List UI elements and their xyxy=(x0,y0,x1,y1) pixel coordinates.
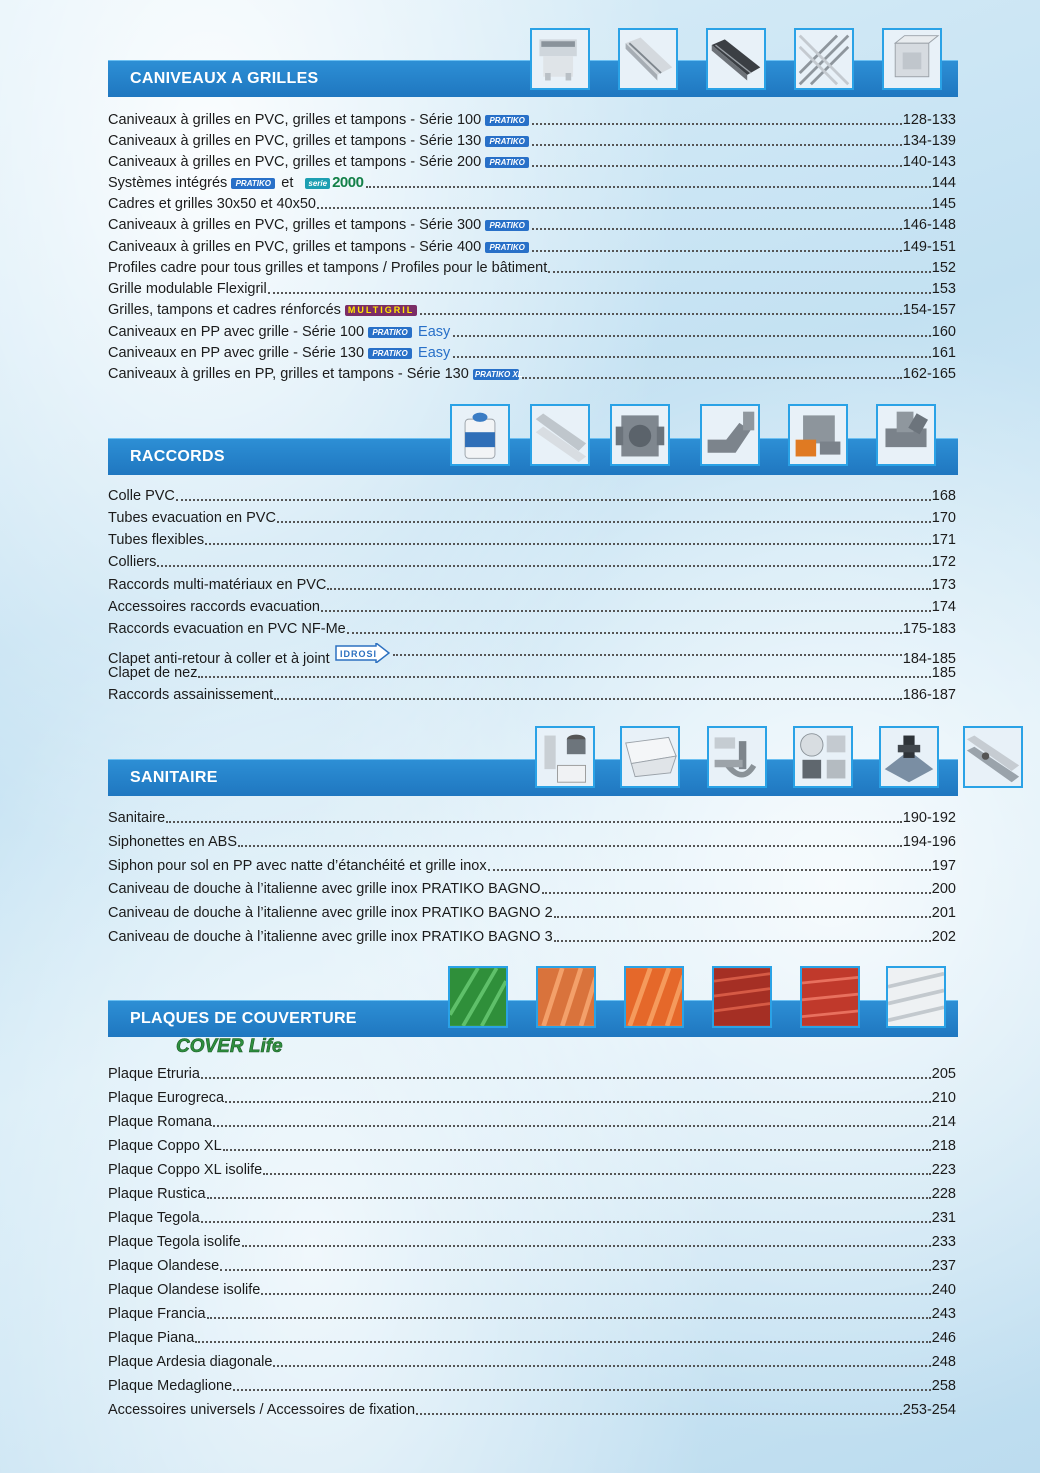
toc-row[interactable]: Plaque Coppo XL 218 xyxy=(108,1138,956,1154)
channel-drain-image xyxy=(618,28,678,90)
page-number: 161 xyxy=(931,345,956,361)
page-number: 210 xyxy=(931,1090,956,1106)
section-images xyxy=(530,28,950,92)
section-images xyxy=(448,966,950,1030)
toc-row[interactable]: Caniveaux à grilles en PVC, grilles et tampons - Série 400 PRATIKO 149-151 xyxy=(108,239,956,255)
toc-row[interactable]: Caniveau de douche à l’italienne avec grille inox PRATIKO BAGNO 3 202 xyxy=(108,929,956,945)
pratiko-logo: PRATIKO xyxy=(368,327,412,338)
toc-row[interactable]: Siphon pour sol en PP avec natte d’étanchéité et grille inox 197 xyxy=(108,858,956,874)
section-images xyxy=(450,404,950,468)
toc-row[interactable]: Grilles, tampons et cadres rénforcés MULTIGRIL 154-157 xyxy=(108,302,956,318)
toc-row[interactable]: Plaque Tegola 231 xyxy=(108,1210,956,1226)
page-number: 253-254 xyxy=(902,1402,956,1418)
toc-row[interactable]: Tubes flexibles 171 xyxy=(108,532,956,548)
page-number: 149-151 xyxy=(902,239,956,255)
toc-row[interactable]: Caniveau de douche à l’italienne avec grille inox PRATIKO BAGNO 2 201 xyxy=(108,905,956,921)
toc-row[interactable]: Caniveaux à grilles en PVC, grilles et tampons - Série 200 PRATIKO 140-143 xyxy=(108,154,956,170)
toc-row[interactable]: Accessoires universels / Accessoires de fixation 253-254 xyxy=(108,1402,956,1418)
shower-channel-image xyxy=(963,726,1023,788)
page-number: 168 xyxy=(931,488,956,504)
page-number: 223 xyxy=(931,1162,956,1178)
page-number: 146-148 xyxy=(902,217,956,233)
coverlife-logo xyxy=(176,1030,306,1060)
page-number: 185 xyxy=(931,665,956,681)
toc-row[interactable]: Caniveaux à grilles en PVC, grilles et tampons - Série 100 PRATIKO 128-133 xyxy=(108,112,956,128)
toc-row[interactable]: Clapet anti-retour à coller et à joint IDROSI 184-185 xyxy=(108,643,956,663)
channel-drain-grate-image xyxy=(530,28,590,90)
toc-row[interactable]: Sanitaire 190-192 xyxy=(108,810,956,826)
toc-row[interactable]: Caniveaux en PP avec grille - Série 130 PRATIKO Easy 161 xyxy=(108,345,956,361)
toc-row[interactable]: Plaque Piana 246 xyxy=(108,1330,956,1346)
toc-row[interactable]: Grille modulable Flexigril 153 xyxy=(108,281,956,297)
terracotta-roof-sheet-image xyxy=(536,966,596,1028)
toc-row[interactable]: Caniveaux à grilles en PVC, grilles et tampons - Série 130 PRATIKO 134-139 xyxy=(108,133,956,149)
red-tile-roof-sheet-image xyxy=(800,966,860,1028)
page-number: 152 xyxy=(931,260,956,276)
page-number: 128-133 xyxy=(902,112,956,128)
black-channel-drain-image xyxy=(706,28,766,90)
toc-row[interactable]: Cadres et grilles 30x50 et 40x50 145 xyxy=(108,196,956,212)
toc-row[interactable]: Tubes evacuation en PVC 170 xyxy=(108,510,956,526)
toc-row[interactable]: Raccords evacuation en PVC NF-Me 175-183 xyxy=(108,621,956,637)
multigril-logo: MULTIGRIL xyxy=(345,305,417,316)
page-number: 246 xyxy=(931,1330,956,1346)
page-number: 194-196 xyxy=(902,834,956,850)
page-number: 134-139 xyxy=(902,133,956,149)
white-roof-sheet-image xyxy=(886,966,946,1028)
page-number: 170 xyxy=(931,510,956,526)
page-number: 160 xyxy=(931,324,956,340)
toc-row[interactable]: Caniveaux à grilles en PVC, grilles et tampons - Série 300 PRATIKO 146-148 xyxy=(108,217,956,233)
toc-row[interactable]: Plaque Medaglione 258 xyxy=(108,1378,956,1394)
page-number: 201 xyxy=(931,905,956,921)
toc-row[interactable]: Plaque Francia 243 xyxy=(108,1306,956,1322)
page-number: 228 xyxy=(931,1186,956,1202)
section-title: PLAQUES DE COUVERTURE xyxy=(130,1010,357,1027)
page-number: 175-183 xyxy=(902,621,956,637)
shower-drain-membrane-image xyxy=(879,726,939,788)
page-number: 172 xyxy=(931,554,956,570)
page-number: 218 xyxy=(931,1138,956,1154)
floor-drain-image xyxy=(793,726,853,788)
toc-row[interactable]: Plaque Romana 214 xyxy=(108,1114,956,1130)
idrosi-logo xyxy=(334,643,390,663)
toc-row[interactable]: Plaque Olandese isolife 240 xyxy=(108,1282,956,1298)
page-number: 140-143 xyxy=(902,154,956,170)
pratiko-logo: PRATIKO xyxy=(485,115,529,126)
section-title: SANITAIRE xyxy=(130,769,218,786)
easy-logo: Easy xyxy=(418,324,451,340)
page-number: 243 xyxy=(931,1306,956,1322)
toc-row[interactable]: Plaque Rustica 228 xyxy=(108,1186,956,1202)
sanitary-fittings-image xyxy=(535,726,595,788)
pratiko-logo: PRATIKO xyxy=(231,178,275,189)
page-number: 153 xyxy=(931,281,956,297)
section-images xyxy=(535,726,950,790)
toc-row[interactable]: Caniveaux à grilles en PP, grilles et tampons - Série 130 PRATIKO XL 162-165 xyxy=(108,366,956,382)
pratiko-logo: PRATIKO xyxy=(485,157,529,168)
orange-roof-sheet-image xyxy=(624,966,684,1028)
page-number: 154-157 xyxy=(902,302,956,318)
serie-2000-logo: 2000 xyxy=(332,174,364,191)
green-roof-sheet-image xyxy=(448,966,508,1028)
toc-row[interactable]: Caniveaux en PP avec grille - Série 100 PRATIKO Easy 160 xyxy=(108,324,956,340)
page-number: 171 xyxy=(931,532,956,548)
toc-row[interactable]: Colle PVC 168 xyxy=(108,488,956,504)
pratiko-logo: PRATIKO xyxy=(485,136,529,147)
page-number: 186-187 xyxy=(902,687,956,703)
red-tile-sheet-image xyxy=(712,966,772,1028)
section-title: RACCORDS xyxy=(130,448,225,465)
grate-panel-image xyxy=(794,28,854,90)
page-number: 162-165 xyxy=(902,366,956,382)
page-number: 173 xyxy=(931,577,956,593)
page-number: 237 xyxy=(931,1258,956,1274)
toc-row[interactable]: Plaque Etruria 205 xyxy=(108,1066,956,1082)
page-number: 233 xyxy=(931,1234,956,1250)
page-number: 184-185 xyxy=(902,651,956,667)
page-number: 202 xyxy=(931,929,956,945)
toc-row[interactable]: Raccords assainissement 186-187 xyxy=(108,687,956,703)
page-number: 214 xyxy=(931,1114,956,1130)
pratiko-logo: PRATIKO xyxy=(485,220,529,231)
siphon-image xyxy=(707,726,767,788)
page-number: 248 xyxy=(931,1354,956,1370)
toc-row[interactable]: Plaque Olandese 237 xyxy=(108,1258,956,1274)
page-number: 190-192 xyxy=(902,810,956,826)
toc-row[interactable]: Colliers 172 xyxy=(108,554,956,570)
coverlife-logo-text: COVER Life xyxy=(176,1036,283,1057)
toc-row[interactable]: Accessoires raccords evacuation 174 xyxy=(108,599,956,615)
sink-image xyxy=(620,726,680,788)
idrosi-logo-text: IDROSI xyxy=(339,649,377,659)
toc-row[interactable]: Caniveau de douche à l’italienne avec grille inox PRATIKO BAGNO 200 xyxy=(108,881,956,897)
pratiko-logo: PRATIKO xyxy=(485,242,529,253)
page-number: 231 xyxy=(931,1210,956,1226)
serie-logo: serie xyxy=(305,178,330,189)
pratiko-xl-logo: PRATIKO XL xyxy=(474,370,523,379)
easy-logo: Easy xyxy=(418,345,451,361)
toc-row[interactable]: Plaque Eurogreca 210 xyxy=(108,1090,956,1106)
toc-row[interactable]: Plaque Coppo XL isolife 223 xyxy=(108,1162,956,1178)
page-number: 144 xyxy=(931,175,956,191)
sump-box-image xyxy=(882,28,942,90)
pvc-tubes-image xyxy=(530,404,590,466)
page-number: 145 xyxy=(931,196,956,212)
toc-row[interactable]: Clapet de nez 185 xyxy=(108,665,956,681)
toc-row[interactable]: Raccords multi-matériaux en PVC 173 xyxy=(108,577,956,593)
pipe-clamp-image xyxy=(610,404,670,466)
toc-row[interactable]: Plaque Tegola isolife 233 xyxy=(108,1234,956,1250)
page-number: 205 xyxy=(931,1066,956,1082)
toc-row[interactable]: Profiles cadre pour tous grilles et tampons / Profiles pour le bâtiment 152 xyxy=(108,260,956,276)
page-number: 200 xyxy=(931,881,956,897)
page-number: 258 xyxy=(931,1378,956,1394)
page-number: 240 xyxy=(931,1282,956,1298)
branch-fitting-image xyxy=(876,404,936,466)
page-number: 174 xyxy=(931,599,956,615)
siphon-box-image xyxy=(788,404,848,466)
toc-row[interactable]: Siphonettes en ABS 194-196 xyxy=(108,834,956,850)
pvc-glue-can-image xyxy=(450,404,510,466)
elbow-fitting-image xyxy=(700,404,760,466)
toc-row[interactable]: Systèmes intégrés PRATIKO et serie 2000 144 xyxy=(108,174,956,191)
page-number: 197 xyxy=(931,858,956,874)
toc-row[interactable]: Plaque Ardesia diagonale 248 xyxy=(108,1354,956,1370)
pratiko-logo: PRATIKO xyxy=(368,348,412,359)
section-title: CANIVEAUX A GRILLES xyxy=(130,70,319,87)
